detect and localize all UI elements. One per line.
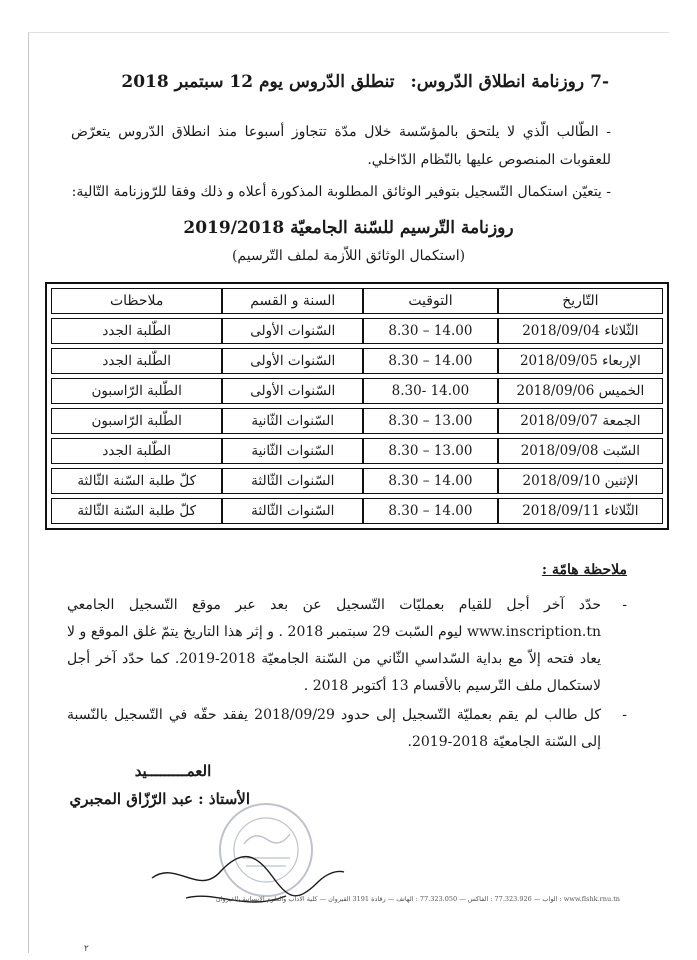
cell-note: الطّلبة الجدد xyxy=(51,438,222,464)
section-subtitle: تنطلق الدّروس يوم 12 سبتمبر 2018 xyxy=(121,72,395,92)
table-row xyxy=(51,468,663,494)
table-row xyxy=(51,498,663,524)
cell-date: الجمعة 2018/09/07 xyxy=(498,408,663,434)
section-label: روزنامة انطلاق الدّروس: xyxy=(410,72,585,92)
table-header-row xyxy=(51,288,663,314)
table-row xyxy=(51,348,663,374)
cell-year: السّنوات الأولى xyxy=(222,378,363,404)
bullet-dash: - xyxy=(622,597,627,613)
table-row xyxy=(51,318,663,344)
cell-date: الإربعاء 2018/09/05 xyxy=(498,348,663,374)
cell-note: الطّلبة الجدد xyxy=(51,318,222,344)
cell-time: 8.30 – 13.00 xyxy=(363,438,498,464)
note-text: كل طالب لم يقم بعمليّة التّسجيل إلى حدود 2018/09/29 يفقد حقّه في التّسجيل بالنّسبة إلى السّنة الجامعيّة 2018-2019. xyxy=(67,707,601,750)
note-text: حدّد آخر أجل للقيام بعمليّات التّسجيل عن بعد عبر موقع التّسجيل الجامعي www.inscription.tn ليوم السّبت 29 سبتمبر 2018 . و إثر هذا التاريخ يتمّ غلق الموقع و لا يعاد فتحه إلاّ مع بداية السّداسي الثّاني من السّنة الجامعيّة 2018-2019. كما حدّد آخر أجل لاستكمال ملف التّرسيم بالأقسام 13 أكتوبر 2018 . xyxy=(67,597,602,694)
official-stamp-and-signature xyxy=(146,800,346,940)
cell-date: الإثنين 2018/09/10 xyxy=(498,468,663,494)
cell-year: السّنوات الثّالثة xyxy=(222,468,363,494)
cell-time: 8.30 – 13.00 xyxy=(363,408,498,434)
section-number: -7 xyxy=(590,72,609,92)
paragraph-registration-completion: - يتعيّن استكمال التّسجيل بتوفير الوثائق المطلوبة المذكورة أعلاه و ذلك وفقا للرّوزنامة التّالية: xyxy=(71,184,611,200)
paragraph-absence-rule: - الطّالب الّذي لا يلتحق بالمؤسّسة خلال مدّة تتجاوز أسبوعا منذ انطلاق الدّروس يتعرّض للعقوبات المنصوص عليها بالنّظام الدّاخلي. xyxy=(71,124,611,168)
calendar-title: روزنامة التّرسيم للسّنة الجامعيّة 2019/2018 xyxy=(183,218,514,238)
page-footer: www.flshk.rnu.tn : الواب — 77.323.926 : الفاكس — 77.323.050 : الهاتف — رقادة 3191 القيروان — كلية الآداب والعلوم الإنسانية بالقيروان xyxy=(215,895,620,903)
cell-date: الخميس 2018/09/06 xyxy=(498,378,663,404)
table-row xyxy=(51,408,663,434)
list-item xyxy=(67,702,627,756)
registration-calendar-table xyxy=(45,282,669,530)
stamp-icon xyxy=(220,804,312,896)
cell-time: 8.30 – 14.00 xyxy=(363,468,498,494)
header-year-dept: السنة و القسم xyxy=(222,288,363,314)
important-note-title: ملاحظة هامّة : xyxy=(541,562,627,578)
cell-note: الطّلبة الرّاسبون xyxy=(51,378,222,404)
list-item xyxy=(67,592,627,700)
cell-time: 8.30 – 14.00 xyxy=(363,318,498,344)
header-notes: ملاحظات xyxy=(51,288,222,314)
dean-title: العمـــــــــيد xyxy=(134,762,212,780)
cell-year: السّنوات الثّانية xyxy=(222,408,363,434)
cell-note: الطّلبة الجدد xyxy=(51,348,222,374)
bullet-dash: - xyxy=(622,707,627,723)
cell-date: الثّلاثاء 2018/09/04 xyxy=(498,318,663,344)
cell-note: كلّ طلبة السّنة الثّالثة xyxy=(51,498,222,524)
cell-note: كلّ طلبة السّنة الثّالثة xyxy=(51,468,222,494)
table-row xyxy=(51,438,663,464)
cell-date: السّبت 2018/09/08 xyxy=(498,438,663,464)
page-number: ٢ xyxy=(84,944,89,954)
cell-year: السّنوات الثّالثة xyxy=(222,498,363,524)
cell-date: الثّلاثاء 2018/09/11 xyxy=(498,498,663,524)
calendar-subtitle: (استكمال الوثائق اللاّزمة لملف التّرسيم) xyxy=(231,248,466,264)
cell-year: السّنوات الأولى xyxy=(222,348,363,374)
table-row xyxy=(51,378,663,404)
cell-note: الطّلبة الرّاسبون xyxy=(51,408,222,434)
cell-time: 8.30- 14.00 xyxy=(363,378,498,404)
header-time: التوقيت xyxy=(363,288,498,314)
cell-year: السّنوات الثّانية xyxy=(222,438,363,464)
cell-time: 8.30 – 14.00 xyxy=(363,348,498,374)
header-date: التّاريخ xyxy=(498,288,663,314)
cell-time: 8.30 – 14.00 xyxy=(363,498,498,524)
professor-name: الأستاذ : عبد الرّزّاق المجبري xyxy=(69,790,250,808)
important-notes-list xyxy=(67,592,627,758)
section-heading xyxy=(89,72,609,92)
cell-year: السّنوات الأولى xyxy=(222,318,363,344)
